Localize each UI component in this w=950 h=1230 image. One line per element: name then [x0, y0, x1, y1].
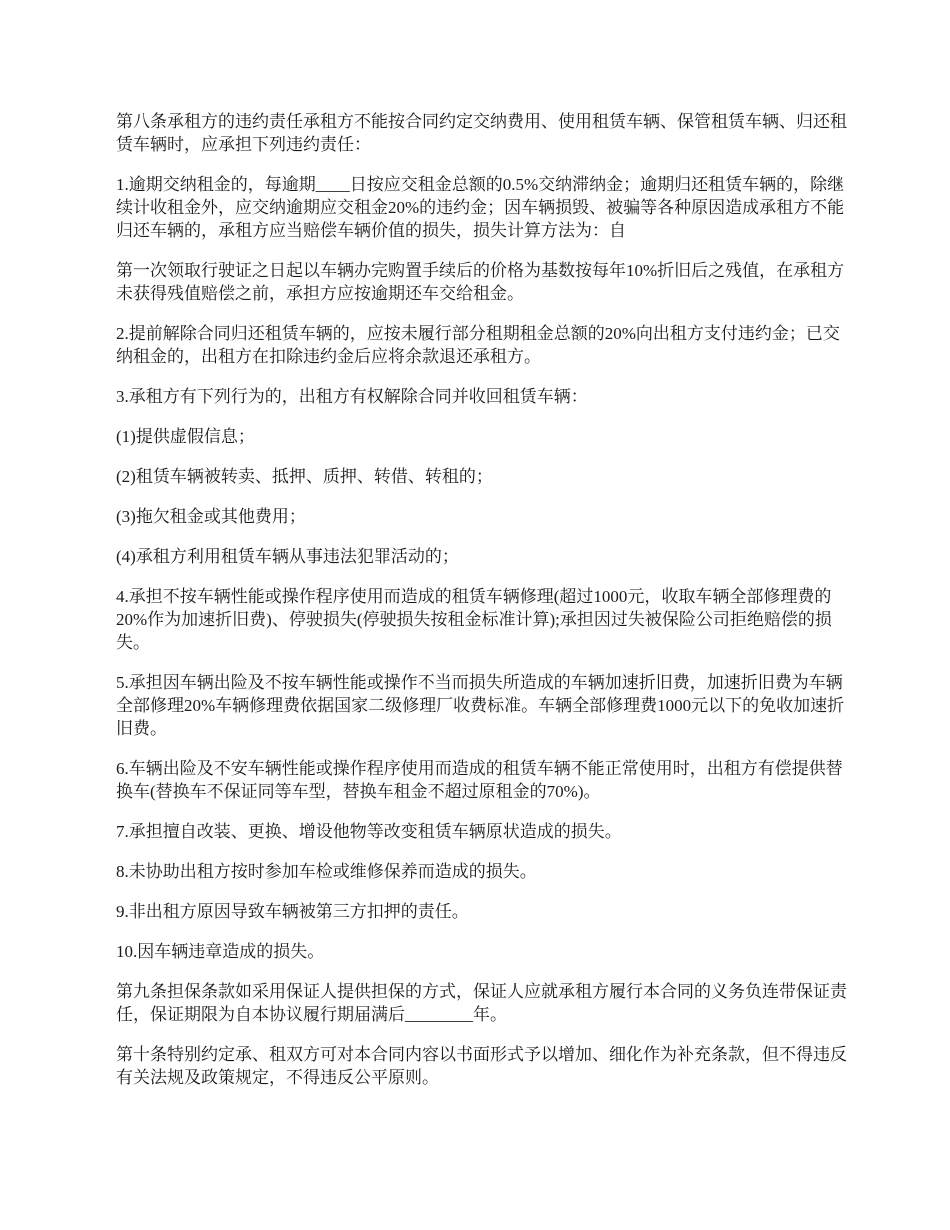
- article-8-intro-paragraph: 第八条承租方的违约责任承租方不能按合同约定交纳费用、使用租赁车辆、保管租赁车辆、归还租赁车辆时，应承担下列违约责任：: [116, 112, 847, 154]
- article-9-paragraph: 第九条担保条款如采用保证人提供担保的方式，保证人应就承租方履行本合同的义务负连带保证责任，保证期限为自本协议履行期届满后________年。: [116, 982, 847, 1024]
- article-10-paragraph: 第十条特别约定承、租双方可对本合同内容以书面形式予以增加、细化作为补充条款，但不得违反有关法规及政策规定，不得违反公平原则。: [116, 1045, 847, 1087]
- clause-1-paragraph: 1.逾期交纳租金的，每逾期____日按应交租金总额的0.5%交纳滞纳金；逾期归还租赁车辆的，除继续计收租金外，应交纳逾期应交租金20%的违约金；因车辆损毁、被骗等各种原因造成承租方不能归还车辆的，承租方应当赔偿车辆价值的损失，损失计算方法为：自: [116, 175, 845, 240]
- clause-7-paragraph: 7.承担擅自改装、更换、增设他物等改变租赁车辆原状造成的损失。: [116, 822, 622, 841]
- clause-3-sub-2: (2)租赁车辆被转卖、抵押、质押、转借、转租的；: [116, 467, 493, 486]
- clause-3-sub-1: (1)提供虚假信息；: [116, 427, 255, 446]
- clause-1-continuation-paragraph: 第一次领取行驶证之日起以车辆办完购置手续后的价格为基数按每年10%折旧后之残值，在承租方未获得残值赔偿之前，承担方应按逾期还车交给租金。: [116, 261, 845, 303]
- clause-10-paragraph: 10.因车辆违章造成的损失。: [116, 942, 325, 961]
- document-page: [116, 110, 852, 1106]
- clause-2-paragraph: 2.提前解除合同归还租赁车辆的，应按未履行部分租期租金总额的20%向出租方支付违约金；已交纳租金的，出租方在扣除违约金后应将余款退还承租方。: [116, 324, 840, 366]
- clause-8-paragraph: 8.未协助出租方按时参加车检或维修保养而造成的损失。: [116, 862, 537, 881]
- clause-6-paragraph: 6.车辆出险及不安车辆性能或操作程序使用而造成的租赁车辆不能正常使用时，出租方有偿提供替换车(替换车不保证同等车型，替换车租金不超过原租金的70%)。: [116, 759, 843, 801]
- clause-9-paragraph: 9.非出租方原因导致车辆被第三方扣押的责任。: [116, 902, 469, 921]
- clause-3-sub-4: (4)承租方利用租赁车辆从事违法犯罪活动的；: [116, 547, 459, 566]
- clause-5-paragraph: 5.承担因车辆出险及不按车辆性能或操作不当而损失所造成的车辆加速折旧费，加速折旧费为车辆全部修理20%车辆修理费依据国家二级修理厂收费标准。车辆全部修理费1000元以下的免收加速折旧费。: [116, 673, 845, 738]
- clause-3-sub-3: (3)拖欠租金或其他费用；: [116, 507, 306, 526]
- clause-3-paragraph: 3.承租方有下列行为的，出租方有权解除合同并收回租赁车辆：: [116, 387, 588, 406]
- clause-4-paragraph: 4.承担不按车辆性能或操作程序使用而造成的租赁车辆修理(超过1000元，收取车辆全部修理费的20%作为加速折旧费)、停驶损失(停驶损失按租金标准计算);承担因过失被保险公司拒绝赔偿的损失。: [116, 587, 832, 652]
